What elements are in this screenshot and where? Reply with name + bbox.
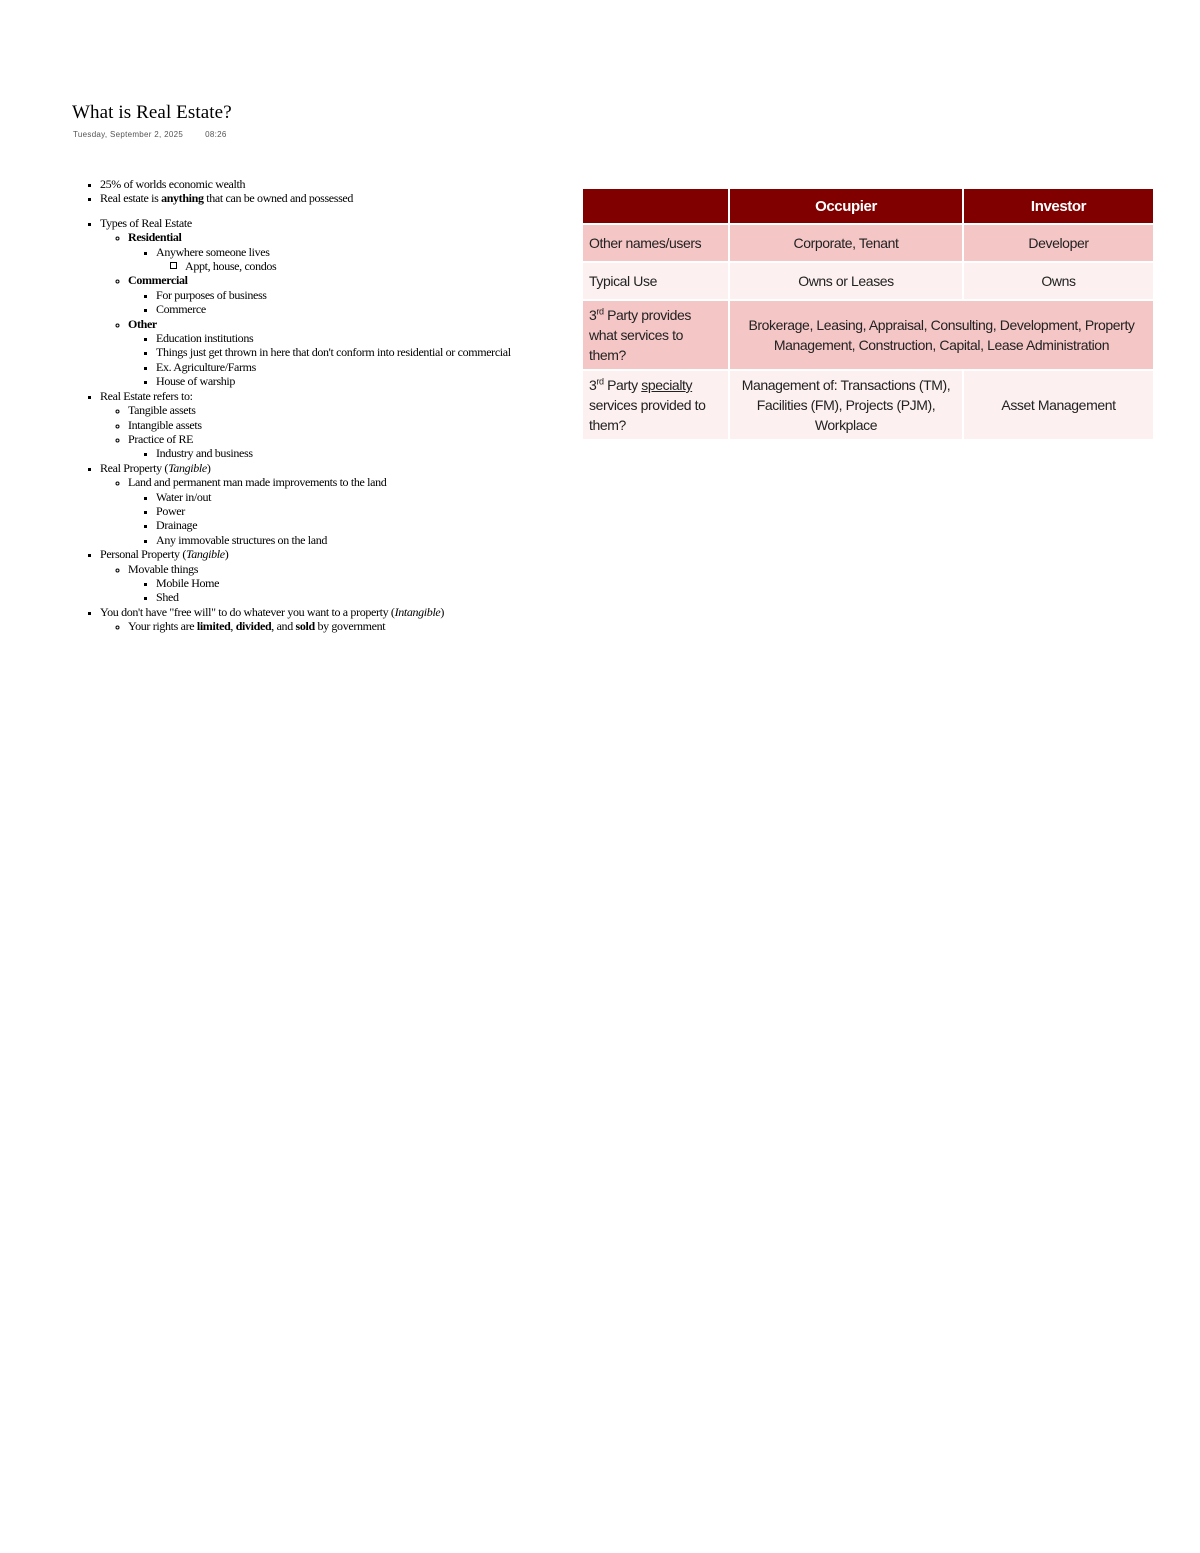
table-row bbox=[582, 300, 1154, 370]
table-cell: 3rd Party provides what services to them? bbox=[582, 300, 729, 370]
table-row bbox=[582, 370, 1154, 440]
table-cell: Corporate, Tenant bbox=[729, 224, 963, 262]
list-item: ▪ Industry and business bbox=[156, 446, 522, 460]
real-estate-table bbox=[581, 187, 1155, 441]
list-item: ▪ Anywhere someone lives Appt, house, condos bbox=[156, 245, 522, 274]
table-cell: Other names/users bbox=[582, 224, 729, 262]
list-item: ◦ Your rights are limited, divided, and sold by government bbox=[128, 619, 522, 633]
table-cell: Typical Use bbox=[582, 262, 729, 300]
table-header-investor: Investor bbox=[963, 188, 1154, 224]
list-item: ▪ Commerce bbox=[156, 302, 522, 316]
list-item: ◦ Movable things ▪ Mobile Home ▪ Shed bbox=[128, 562, 522, 605]
table-cell: Management of: Transactions (TM), Facilities (FM), Projects (PJM), Workplace bbox=[729, 370, 963, 440]
list-item: ▪ House of warship bbox=[156, 374, 522, 388]
list-item: ▪ Real estate is anything that can be owned and possessed bbox=[100, 191, 522, 205]
list-item: ▪ Personal Property (Tangible) ◦ Movable things ▪ Mobile Home ▪ Shed bbox=[100, 547, 522, 605]
page-title: What is Real Estate? bbox=[72, 102, 232, 123]
list-item: ◦ Commercial ▪ For purposes of business ▪ Commerce bbox=[128, 273, 522, 316]
list-item: ◦ Other ▪ Education institutions ▪ Things just get thrown in here that don't conform into residential or commercial ▪ Ex. Agriculture/Farms ▪ House of warship bbox=[128, 317, 522, 389]
list-item: ▪ Ex. Agriculture/Farms bbox=[156, 360, 522, 374]
list-item: ◦ Practice of RE ▪ Industry and business bbox=[128, 432, 522, 461]
list-item: ▪ You don't have "free will" to do whatever you want to a property (Intangible) ◦ Your rights are limited, divided, and sold by government bbox=[100, 605, 522, 634]
list-item: Appt, house, condos bbox=[186, 259, 522, 273]
list-item: ▪ 25% of worlds economic wealth bbox=[100, 177, 522, 191]
list-item: ▪ Water in/out bbox=[156, 490, 522, 504]
page-timestamp bbox=[73, 130, 227, 139]
table-cell: Owns bbox=[963, 262, 1154, 300]
list-item: ▪ Any immovable structures on the land bbox=[156, 533, 522, 547]
list-item: ▪ Real Estate refers to: ◦ Tangible assets ◦ Intangible assets ◦ Practice of RE ▪ Industry and business bbox=[100, 389, 522, 461]
table-row bbox=[582, 262, 1154, 300]
list-item: ▪ For purposes of business bbox=[156, 288, 522, 302]
list-item: ◦ Tangible assets bbox=[128, 403, 522, 417]
list-item: ▪ Drainage bbox=[156, 518, 522, 532]
list-item: ▪ Things just get thrown in here that don't conform into residential or commercial bbox=[156, 345, 522, 359]
table-header-row bbox=[582, 188, 1154, 224]
list-item: ◦ Land and permanent man made improvements to the land ▪ Water in/out ▪ Power ▪ Drainage ▪ Any immovable structures on the land bbox=[128, 475, 522, 547]
table-cell: Developer bbox=[963, 224, 1154, 262]
list-item: ▪ Power bbox=[156, 504, 522, 518]
list-item: ▪ Real Property (Tangible) ◦ Land and permanent man made improvements to the land ▪ Water in/out ▪ Power ▪ Drainage ▪ Any immovable structures on the land bbox=[100, 461, 522, 547]
list-item: ▪ Education institutions bbox=[156, 331, 522, 345]
table-cell: Asset Management bbox=[963, 370, 1154, 440]
table-cell: Owns or Leases bbox=[729, 262, 963, 300]
list-item: ▪ Types of Real Estate ◦ Residential ▪ Anywhere someone lives Appt, house, condos ◦ Commercial ▪ For purposes of business ▪ Commerce ◦ Other ▪ Education institutions ▪ Things just get thrown in here that don't conform into residential or commercial ▪ Ex. Agriculture/Farms ▪ House of warship bbox=[100, 216, 522, 389]
page-time: 08:26 bbox=[205, 130, 227, 139]
table-row bbox=[582, 224, 1154, 262]
page-date: Tuesday, September 2, 2025 bbox=[73, 130, 184, 139]
table-header-cell bbox=[582, 188, 729, 224]
list-item: ▪ Shed bbox=[156, 590, 522, 604]
table-header-occupier: Occupier bbox=[729, 188, 963, 224]
list-item: ▪ Mobile Home bbox=[156, 576, 522, 590]
list-item: ◦ Intangible assets bbox=[128, 418, 522, 432]
notes-outline bbox=[82, 177, 522, 634]
table-cell: 3rd Party specialty services provided to them? bbox=[582, 370, 729, 440]
table-cell: Brokerage, Leasing, Appraisal, Consulting, Development, Property Management, Construction, Capital, Lease Administration bbox=[729, 300, 1154, 370]
list-item: ◦ Residential ▪ Anywhere someone lives Appt, house, condos bbox=[128, 230, 522, 273]
